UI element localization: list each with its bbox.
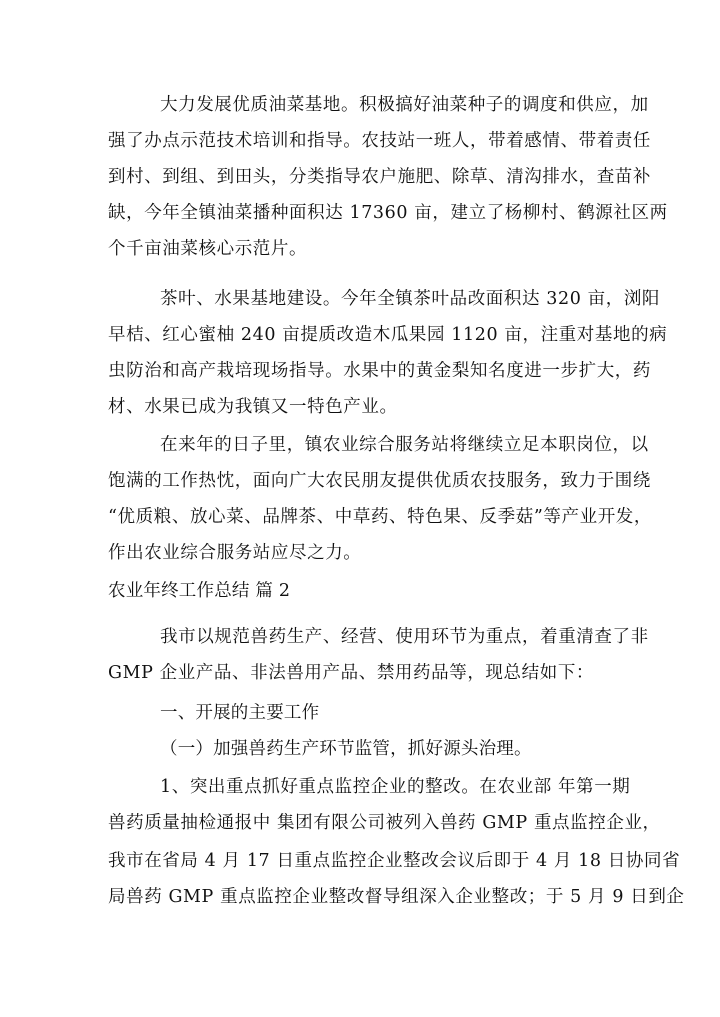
paragraph-2-line-4: 材、水果已成为我镇又一特色产业。 <box>108 397 398 417</box>
section-title: 农业年终工作总结 篇 2 <box>108 581 291 601</box>
paragraph-1-line-4: 缺，今年全镇油菜播种面积达 17360 亩，建立了杨柳村、鹤源社区两 <box>108 203 668 223</box>
paragraph-3-line-1: 在来年的日子里，镇农业综合服务站将继续立足本职岗位，以 <box>160 435 649 455</box>
heading-main-work: 一、开展的主要工作 <box>160 703 320 723</box>
paragraph-2-line-1: 茶叶、水果基地建设。今年全镇茶叶品改面积达 320 亩，浏阳 <box>160 289 661 309</box>
paragraph-1-line-1: 大力发展优质油菜基地。积极搞好油菜种子的调度和供应，加 <box>160 95 649 115</box>
paragraph-4-line-2: GMP 企业产品、非法兽用产品、禁用药品等，现总结如下： <box>108 663 595 683</box>
paragraph-3-line-4: 作出农业综合服务站应尽之力。 <box>108 543 362 563</box>
paragraph-5-line-3: 我市在省局 4 月 17 日重点监控企业整改会议后即于 4 月 18 日协同省 <box>108 851 681 871</box>
paragraph-1-line-5: 个千亩油菜核心示范片。 <box>108 239 308 259</box>
paragraph-3-line-3: “优质粮、放心菜、品牌茶、中草药、特色果、反季菇”等产业开发， <box>108 507 652 527</box>
subheading-production-supervision: （一）加强兽药生产环节监管，抓好源头治理。 <box>160 739 532 759</box>
paragraph-3-line-2: 饱满的工作热忱，面向广大农民朋友提供优质农技服务，致力于围绕 <box>108 471 651 491</box>
paragraph-4-line-1: 我市以规范兽药生产、经营、使用环节为重点，着重清查了非 <box>160 627 649 647</box>
paragraph-1-line-2: 强了办点示范技术培训和指导。农技站一班人，带着感情、带着责任 <box>108 131 651 151</box>
paragraph-5-line-2: 兽药质量抽检通报中 集团有限公司被列入兽药 GMP 重点监控企业， <box>108 813 661 833</box>
paragraph-5-line-1: 1、突出重点抓好重点监控企业的整改。在农业部 年第一期 <box>160 777 631 797</box>
paragraph-2-line-3: 虫防治和高产栽培现场指导。水果中的黄金梨知名度进一步扩大，药 <box>108 361 651 381</box>
paragraph-1-line-3: 到村、到组、到田头，分类指导农户施肥、除草、清沟排水，查苗补 <box>108 167 651 187</box>
paragraph-2-line-2: 早桔、红心蜜柚 240 亩提质改造木瓜果园 1120 亩，注重对基地的病 <box>108 325 668 345</box>
paragraph-5-line-4: 局兽药 GMP 重点监控企业整改督导组深入企业整改；于 5 月 9 日到企 <box>108 887 685 907</box>
